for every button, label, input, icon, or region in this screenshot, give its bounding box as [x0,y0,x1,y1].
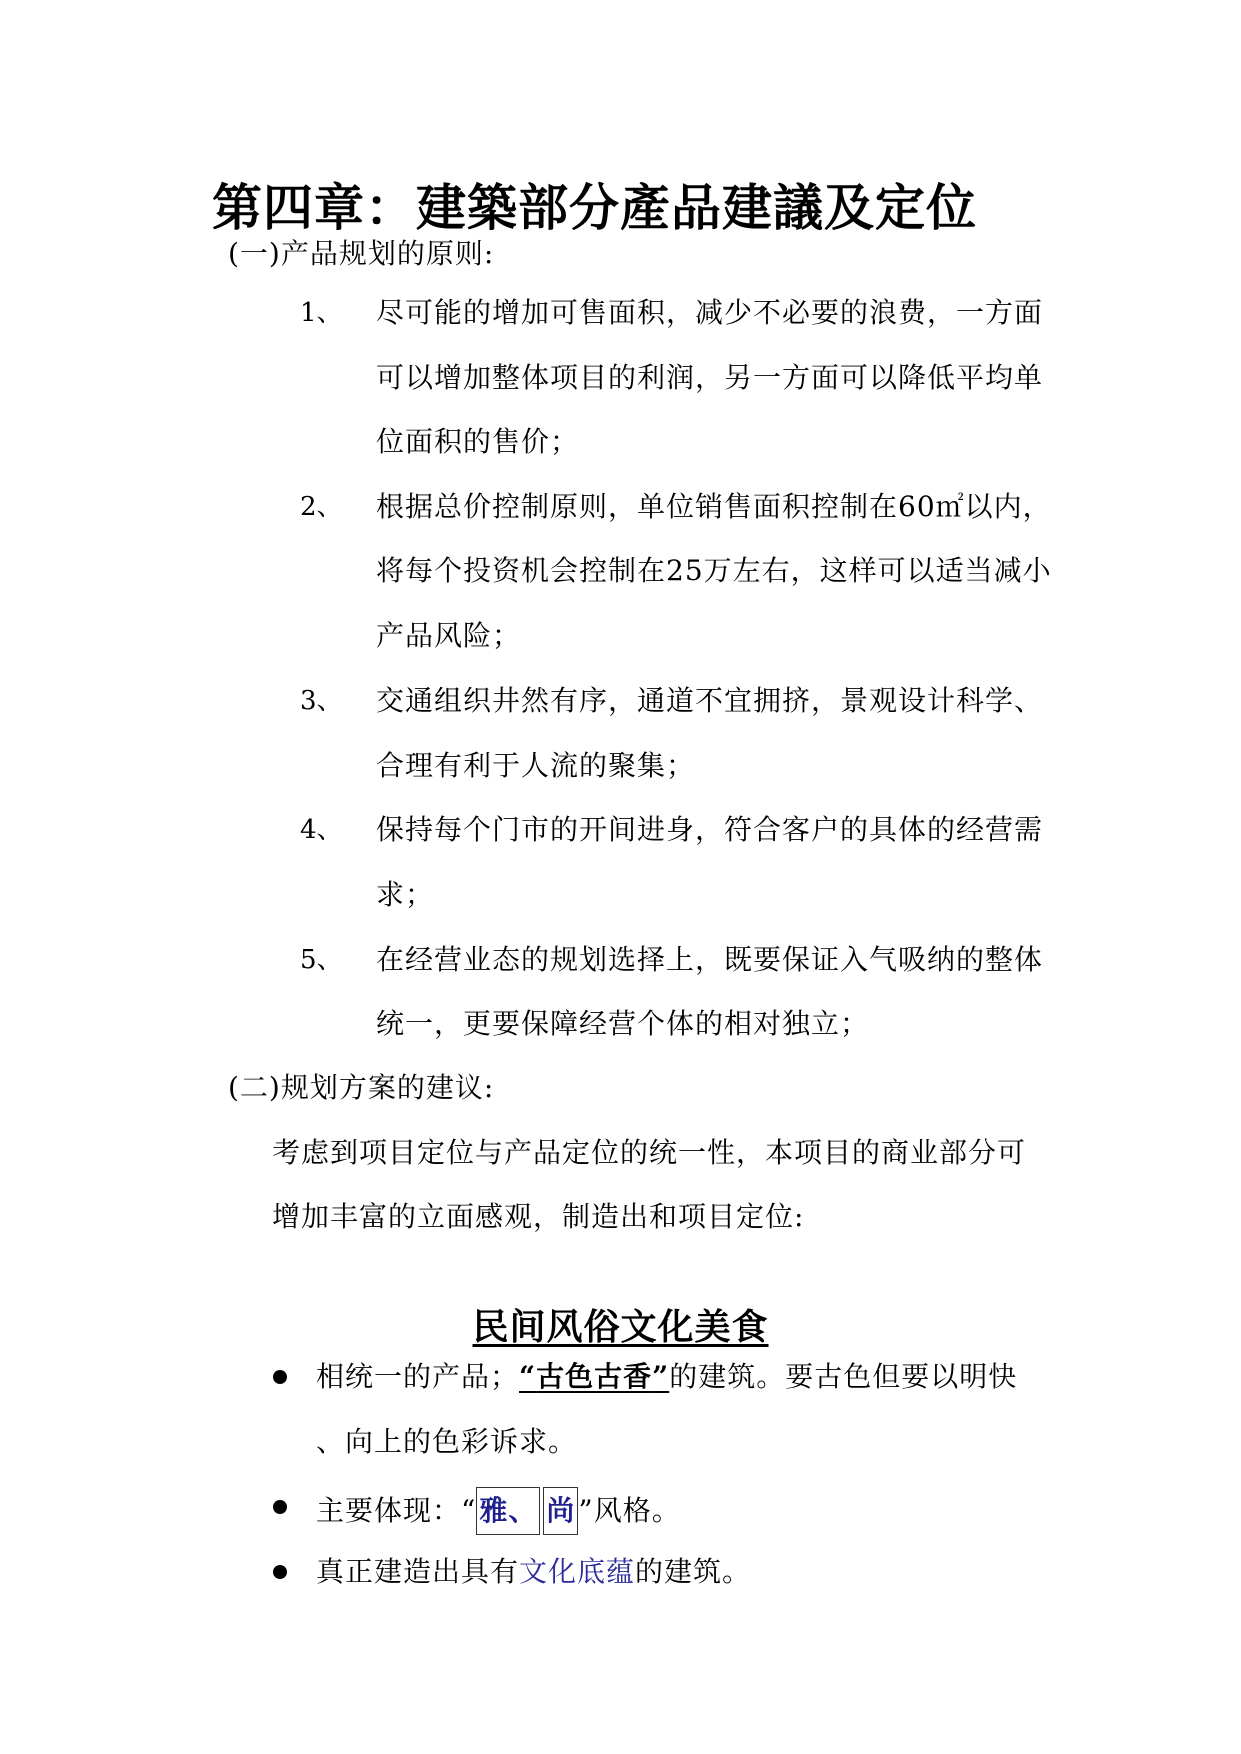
item-text-line: 将每个投资机会控制在25万左右，这样可以适当减小 [376,554,1052,587]
highlight-text: 文化底蕴 [519,1555,636,1588]
bullet-line: 主要体现：“ 雅、 尚 ”风格。 [316,1487,681,1535]
item-text-line: 位面积的售价； [376,425,580,458]
item-text-line: 求； [376,878,435,911]
bullet-dot [273,1370,287,1384]
item-text-line: 尽可能的增加可售面积，减少不必要的浪费，一方面 [376,296,1044,329]
item-text-line: 保持每个门市的开间进身，符合客户的具体的经营需 [376,813,1044,846]
section1-heading: (一)产品规划的原则: [228,237,495,270]
bullet-line: 真正建造出具有文化底蕴的建筑。 [316,1555,752,1588]
emphasis-text: 古色古香 [536,1360,653,1393]
boxed-text: 尚 [543,1487,578,1535]
item-number: 4、 [300,815,343,845]
item-number: 1、 [300,298,343,328]
item-text-line: 统一，更要保障经营个体的相对独立； [376,1007,870,1040]
bullet-line-continued: 、向上的色彩诉求。 [316,1425,578,1458]
item-text-line: 合理有利于人流的聚集； [376,749,696,782]
item-number: 3、 [300,686,343,716]
item-text-line: 根据总价控制原则，单位销售面积控制在60㎡以内， [376,490,1052,523]
section2-heading: (二)规划方案的建议: [228,1071,495,1104]
bullet-dot [273,1565,287,1579]
slogan-heading: 民间风俗文化美食 [472,1306,769,1348]
paragraph-line: 增加丰富的立面感观，制造出和项目定位: [272,1200,805,1233]
paragraph-line: 考虑到项目定位与产品定位的统一性，本项目的商业部分可 [272,1136,1027,1169]
item-text-line: 交通组织井然有序，通道不宜拥挤，景观设计科学、 [376,684,1044,717]
bullet-dot [273,1500,287,1514]
item-number: 2、 [300,492,343,522]
item-number: 5、 [300,945,343,975]
chapter-title: 第四章：建築部分產品建議及定位 [212,178,977,237]
item-text-line: 产品风险； [376,619,522,652]
item-text-line: 可以增加整体项目的利润，另一方面可以降低平均单 [376,361,1044,394]
bullet-line: 相统一的产品；“古色古香”的建筑。要古色但要以明快 [316,1360,1018,1393]
item-text-line: 在经营业态的规划选择上，既要保证入气吸纳的整体 [376,943,1044,976]
boxed-text: 雅、 [476,1487,540,1535]
